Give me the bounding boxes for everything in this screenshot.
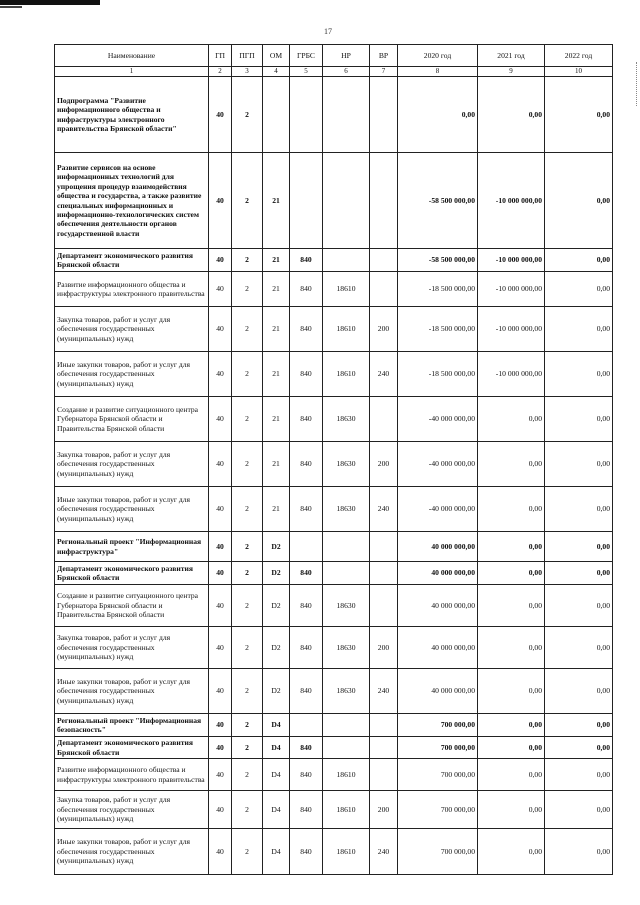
row-pgp: 2 — [232, 627, 263, 669]
row-pgp: 2 — [232, 585, 263, 627]
row-pgp: 2 — [232, 562, 263, 585]
row-om: 21 — [263, 442, 290, 487]
row-gp: 40 — [209, 829, 232, 875]
row-amount-2020: 40 000 000,00 — [398, 585, 478, 627]
row-vr — [370, 737, 398, 759]
row-amount-2022: 0,00 — [545, 307, 613, 352]
header-om: ОМ — [263, 45, 290, 67]
header-nr: НР — [323, 45, 370, 67]
row-gp: 40 — [209, 714, 232, 737]
column-number: 2 — [209, 67, 232, 77]
row-amount-2022: 0,00 — [545, 487, 613, 532]
row-name: Иные закупки товаров, работ и услуг для обеспечения государственных (муниципальных) нужд — [55, 487, 209, 532]
table-row — [55, 714, 613, 737]
row-om: 21 — [263, 153, 290, 249]
row-vr: 240 — [370, 669, 398, 714]
row-nr — [323, 562, 370, 585]
row-amount-2021: -10 000 000,00 — [478, 249, 545, 272]
row-pgp: 2 — [232, 532, 263, 562]
row-name: Региональный проект "Информационная безопасность" — [55, 714, 209, 737]
table-row — [55, 759, 613, 791]
row-name: Развитие сервисов на основе информационных технологий для упрощения процедур взаимодействия общества и государства, а также развитие специальных информационных и информационно-технологических систем обеспечения деятельности органов государственной власти — [55, 153, 209, 249]
row-amount-2022: 0,00 — [545, 669, 613, 714]
row-amount-2020: -40 000 000,00 — [398, 487, 478, 532]
row-nr — [323, 532, 370, 562]
row-om: D2 — [263, 532, 290, 562]
row-amount-2022: 0,00 — [545, 532, 613, 562]
row-amount-2021: 0,00 — [478, 562, 545, 585]
row-grbs: 840 — [290, 352, 323, 397]
column-number: 1 — [55, 67, 209, 77]
table-row — [55, 829, 613, 875]
row-grbs: 840 — [290, 562, 323, 585]
table-row — [55, 352, 613, 397]
row-grbs: 840 — [290, 829, 323, 875]
row-name: Закупка товаров, работ и услуг для обеспечения государственных (муниципальных) нужд — [55, 307, 209, 352]
row-vr — [370, 714, 398, 737]
row-amount-2021: 0,00 — [478, 532, 545, 562]
row-nr: 18630 — [323, 442, 370, 487]
row-vr: 200 — [370, 627, 398, 669]
row-om — [263, 77, 290, 153]
row-gp: 40 — [209, 249, 232, 272]
row-om: 21 — [263, 487, 290, 532]
table-row — [55, 737, 613, 759]
row-grbs — [290, 532, 323, 562]
row-gp: 40 — [209, 627, 232, 669]
row-pgp: 2 — [232, 249, 263, 272]
column-number: 10 — [545, 67, 613, 77]
row-amount-2021: 0,00 — [478, 669, 545, 714]
row-gp: 40 — [209, 562, 232, 585]
row-name: Иные закупки товаров, работ и услуг для обеспечения государственных (муниципальных) нужд — [55, 669, 209, 714]
row-amount-2022: 0,00 — [545, 585, 613, 627]
column-number-row — [55, 67, 613, 77]
row-vr: 200 — [370, 791, 398, 829]
row-om: D4 — [263, 737, 290, 759]
row-grbs: 840 — [290, 627, 323, 669]
row-grbs: 840 — [290, 585, 323, 627]
row-name: Департамент экономического развития Брянской области — [55, 737, 209, 759]
row-amount-2020: 40 000 000,00 — [398, 532, 478, 562]
row-amount-2022: 0,00 — [545, 791, 613, 829]
row-name: Закупка товаров, работ и услуг для обеспечения государственных (муниципальных) нужд — [55, 791, 209, 829]
row-om: 21 — [263, 272, 290, 307]
table-row — [55, 791, 613, 829]
scan-edge-marks — [631, 62, 637, 106]
table-row — [55, 272, 613, 307]
row-nr: 18630 — [323, 627, 370, 669]
row-om: D4 — [263, 759, 290, 791]
row-om: D4 — [263, 791, 290, 829]
row-nr: 18610 — [323, 307, 370, 352]
row-nr: 18630 — [323, 487, 370, 532]
row-nr: 18630 — [323, 585, 370, 627]
row-amount-2020: -58 500 000,00 — [398, 153, 478, 249]
row-nr — [323, 737, 370, 759]
row-om: D2 — [263, 585, 290, 627]
row-amount-2022: 0,00 — [545, 249, 613, 272]
row-amount-2020: 0,00 — [398, 77, 478, 153]
row-name: Подпрограмма "Развитие информационного общества и инфраструктуры электронного правительства Брянской области" — [55, 77, 209, 153]
row-amount-2021: 0,00 — [478, 442, 545, 487]
row-name: Закупка товаров, работ и услуг для обеспечения государственных (муниципальных) нужд — [55, 442, 209, 487]
header-2021: 2021 год — [478, 45, 545, 67]
row-pgp: 2 — [232, 669, 263, 714]
row-vr — [370, 759, 398, 791]
row-grbs: 840 — [290, 307, 323, 352]
row-nr — [323, 153, 370, 249]
row-amount-2022: 0,00 — [545, 442, 613, 487]
row-name: Развитие информационного общества и инфраструктуры электронного правительства — [55, 272, 209, 307]
row-amount-2020: -40 000 000,00 — [398, 442, 478, 487]
table-row — [55, 77, 613, 153]
row-amount-2021: -10 000 000,00 — [478, 153, 545, 249]
table-row — [55, 532, 613, 562]
header-vr: ВР — [370, 45, 398, 67]
row-amount-2020: -18 500 000,00 — [398, 272, 478, 307]
row-pgp: 2 — [232, 737, 263, 759]
row-pgp: 2 — [232, 791, 263, 829]
row-pgp: 2 — [232, 829, 263, 875]
row-om: D4 — [263, 714, 290, 737]
row-name: Департамент экономического развития Брянской области — [55, 562, 209, 585]
row-om: 21 — [263, 249, 290, 272]
table-row — [55, 487, 613, 532]
header-gp: ГП — [209, 45, 232, 67]
row-nr: 18610 — [323, 829, 370, 875]
row-name: Иные закупки товаров, работ и услуг для обеспечения государственных (муниципальных) нужд — [55, 829, 209, 875]
row-nr: 18610 — [323, 791, 370, 829]
row-amount-2020: 40 000 000,00 — [398, 627, 478, 669]
row-amount-2021: 0,00 — [478, 759, 545, 791]
row-amount-2022: 0,00 — [545, 829, 613, 875]
row-amount-2021: -10 000 000,00 — [478, 307, 545, 352]
budget-table — [54, 44, 613, 875]
row-om: D2 — [263, 669, 290, 714]
column-number: 3 — [232, 67, 263, 77]
column-number: 6 — [323, 67, 370, 77]
row-vr — [370, 562, 398, 585]
row-gp: 40 — [209, 737, 232, 759]
row-gp: 40 — [209, 585, 232, 627]
row-pgp: 2 — [232, 77, 263, 153]
row-pgp: 2 — [232, 307, 263, 352]
row-pgp: 2 — [232, 442, 263, 487]
row-amount-2021: 0,00 — [478, 737, 545, 759]
row-gp: 40 — [209, 442, 232, 487]
row-grbs: 840 — [290, 759, 323, 791]
table-body — [55, 77, 613, 875]
row-gp: 40 — [209, 759, 232, 791]
row-grbs: 840 — [290, 397, 323, 442]
row-vr — [370, 77, 398, 153]
row-name: Создание и развитие ситуационного центра Губернатора Брянской области и Правительства Брянской области — [55, 397, 209, 442]
row-grbs — [290, 714, 323, 737]
row-vr — [370, 585, 398, 627]
row-gp: 40 — [209, 272, 232, 307]
table-row — [55, 307, 613, 352]
table-row — [55, 585, 613, 627]
row-grbs: 840 — [290, 737, 323, 759]
row-vr: 200 — [370, 442, 398, 487]
row-amount-2021: -10 000 000,00 — [478, 272, 545, 307]
row-pgp: 2 — [232, 272, 263, 307]
row-pgp: 2 — [232, 153, 263, 249]
row-nr — [323, 77, 370, 153]
row-amount-2022: 0,00 — [545, 272, 613, 307]
table-row — [55, 249, 613, 272]
row-amount-2022: 0,00 — [545, 562, 613, 585]
row-grbs — [290, 77, 323, 153]
row-nr: 18610 — [323, 759, 370, 791]
row-vr — [370, 532, 398, 562]
row-amount-2022: 0,00 — [545, 153, 613, 249]
column-number: 7 — [370, 67, 398, 77]
row-name: Закупка товаров, работ и услуг для обеспечения государственных (муниципальных) нужд — [55, 627, 209, 669]
row-vr — [370, 397, 398, 442]
row-amount-2020: -18 500 000,00 — [398, 307, 478, 352]
row-nr: 18630 — [323, 669, 370, 714]
row-amount-2020: 700 000,00 — [398, 714, 478, 737]
row-om: 21 — [263, 352, 290, 397]
row-gp: 40 — [209, 352, 232, 397]
row-amount-2022: 0,00 — [545, 759, 613, 791]
row-name: Региональный проект "Информационная инфраструктура" — [55, 532, 209, 562]
row-amount-2020: 700 000,00 — [398, 791, 478, 829]
row-amount-2021: -10 000 000,00 — [478, 352, 545, 397]
column-number: 5 — [290, 67, 323, 77]
row-amount-2021: 0,00 — [478, 397, 545, 442]
scan-corner-mark — [0, 0, 100, 5]
row-amount-2022: 0,00 — [545, 397, 613, 442]
row-amount-2020: 700 000,00 — [398, 759, 478, 791]
row-amount-2021: 0,00 — [478, 829, 545, 875]
row-amount-2021: 0,00 — [478, 791, 545, 829]
header-grbs: ГРБС — [290, 45, 323, 67]
row-amount-2022: 0,00 — [545, 77, 613, 153]
row-gp: 40 — [209, 153, 232, 249]
row-amount-2020: -58 500 000,00 — [398, 249, 478, 272]
row-om: D2 — [263, 627, 290, 669]
header-row — [55, 45, 613, 67]
row-gp: 40 — [209, 77, 232, 153]
row-pgp: 2 — [232, 352, 263, 397]
row-pgp: 2 — [232, 397, 263, 442]
row-amount-2022: 0,00 — [545, 714, 613, 737]
page-number: 17 — [324, 27, 332, 36]
table-row — [55, 397, 613, 442]
row-amount-2022: 0,00 — [545, 737, 613, 759]
table-row — [55, 562, 613, 585]
header-2020: 2020 год — [398, 45, 478, 67]
row-gp: 40 — [209, 397, 232, 442]
row-pgp: 2 — [232, 759, 263, 791]
row-name: Департамент экономического развития Брянской области — [55, 249, 209, 272]
row-om: 21 — [263, 307, 290, 352]
header-2022: 2022 год — [545, 45, 613, 67]
row-nr — [323, 714, 370, 737]
column-number: 8 — [398, 67, 478, 77]
row-om: D4 — [263, 829, 290, 875]
row-grbs: 840 — [290, 669, 323, 714]
row-amount-2020: 40 000 000,00 — [398, 669, 478, 714]
header-pgp: ПГП — [232, 45, 263, 67]
row-vr: 240 — [370, 487, 398, 532]
row-nr: 18630 — [323, 397, 370, 442]
row-nr: 18610 — [323, 352, 370, 397]
row-gp: 40 — [209, 669, 232, 714]
row-gp: 40 — [209, 487, 232, 532]
row-amount-2021: 0,00 — [478, 77, 545, 153]
row-name: Развитие информационного общества и инфраструктуры электронного правительства — [55, 759, 209, 791]
table-row — [55, 442, 613, 487]
row-amount-2020: -18 500 000,00 — [398, 352, 478, 397]
table-row — [55, 153, 613, 249]
row-amount-2021: 0,00 — [478, 487, 545, 532]
column-number: 4 — [263, 67, 290, 77]
row-grbs: 840 — [290, 791, 323, 829]
row-name: Иные закупки товаров, работ и услуг для обеспечения государственных (муниципальных) нужд — [55, 352, 209, 397]
column-number: 9 — [478, 67, 545, 77]
row-amount-2020: 40 000 000,00 — [398, 562, 478, 585]
table-row — [55, 669, 613, 714]
row-vr: 240 — [370, 829, 398, 875]
row-grbs — [290, 153, 323, 249]
row-vr — [370, 249, 398, 272]
row-gp: 40 — [209, 791, 232, 829]
row-grbs: 840 — [290, 442, 323, 487]
row-om: 21 — [263, 397, 290, 442]
row-amount-2020: -40 000 000,00 — [398, 397, 478, 442]
row-grbs: 840 — [290, 249, 323, 272]
row-amount-2022: 0,00 — [545, 352, 613, 397]
row-amount-2021: 0,00 — [478, 714, 545, 737]
row-name: Создание и развитие ситуационного центра Губернатора Брянской области и Правительства Брянской области — [55, 585, 209, 627]
row-grbs: 840 — [290, 487, 323, 532]
row-nr — [323, 249, 370, 272]
row-vr: 240 — [370, 352, 398, 397]
header-name: Наименование — [55, 45, 209, 67]
row-amount-2022: 0,00 — [545, 627, 613, 669]
row-amount-2020: 700 000,00 — [398, 829, 478, 875]
row-pgp: 2 — [232, 714, 263, 737]
row-nr: 18610 — [323, 272, 370, 307]
row-gp: 40 — [209, 532, 232, 562]
row-amount-2021: 0,00 — [478, 627, 545, 669]
row-om: D2 — [263, 562, 290, 585]
row-pgp: 2 — [232, 487, 263, 532]
row-grbs: 840 — [290, 272, 323, 307]
row-vr — [370, 272, 398, 307]
row-vr: 200 — [370, 307, 398, 352]
row-amount-2021: 0,00 — [478, 585, 545, 627]
row-vr — [370, 153, 398, 249]
row-gp: 40 — [209, 307, 232, 352]
table-row — [55, 627, 613, 669]
scan-corner-mark-secondary — [0, 6, 22, 8]
row-amount-2020: 700 000,00 — [398, 737, 478, 759]
